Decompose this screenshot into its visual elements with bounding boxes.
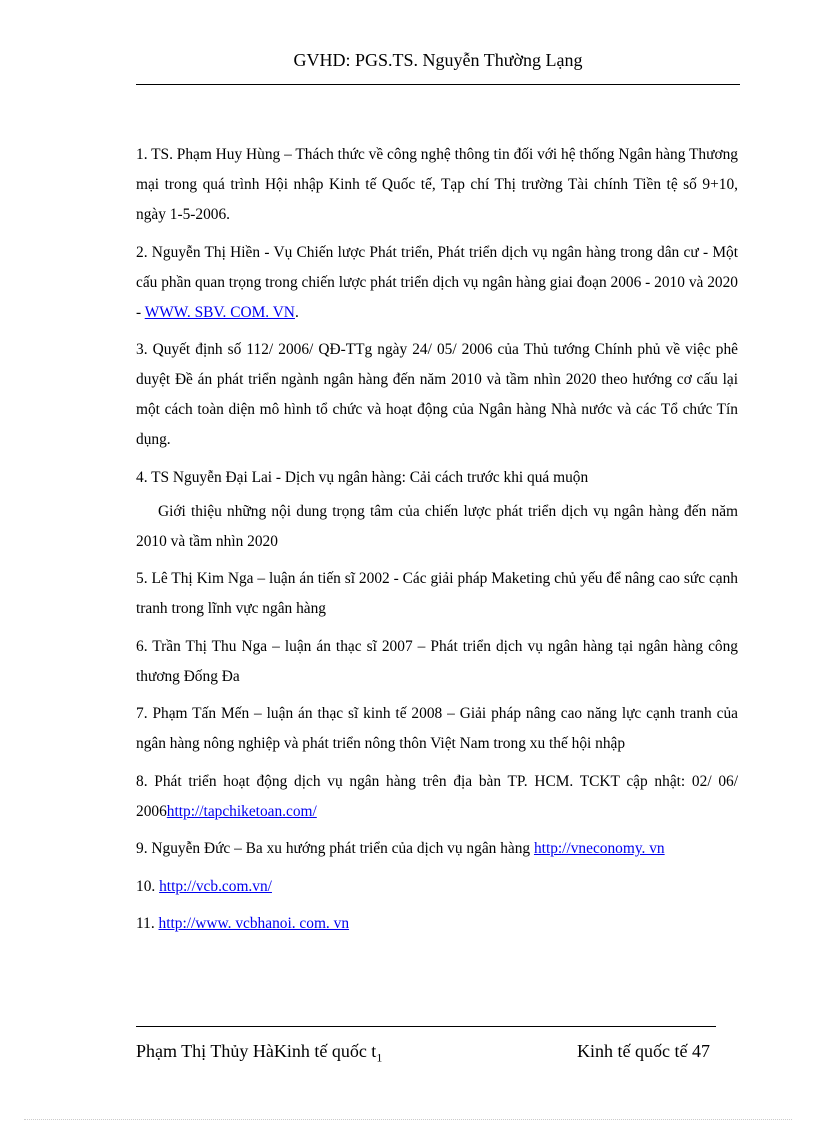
footer-author [136,1041,382,1066]
sbv-link[interactable]: WWW. SBV. COM. VN [144,303,295,321]
footer-subscript: 1 [376,1050,383,1065]
reference-text: 7. Phạm Tấn Mến – luận án thạc sĩ kinh tế 2008 – Giải pháp nâng cao năng lực cạnh tranh của ngân hàng nông nghiệp và phát triển nông thôn Việt Nam trong xu thế hội nhập [136,705,738,752]
reference-11 [136,909,738,939]
reference-text: 6. Trần Thị Thu Nga – luận án thạc sĩ 2007 – Phát triển dịch vụ ngân hàng tại ngân hàng công thương Đống Đa [136,637,738,685]
vneconomy-link[interactable]: http://vneconomy. vn [533,840,665,857]
reference-5 [136,564,738,624]
vcbhanoi-link[interactable]: http://www. vcbhanoi. com. vn [158,915,350,932]
reference-text: 4. TS Nguyễn Đại Lai - Dịch vụ ngân hàng: Cải cách trước khi quá muộn [136,468,589,486]
reference-9 [136,834,738,864]
page-edge-line [24,1119,792,1120]
reference-4 [136,463,738,493]
reference-text: 2. Nguyễn Thị Hiền - Vụ Chiến lược Phát triển, Phát triển dịch vụ ngân hàng trong dân cư - Một cấu phần quan trọng trong chiến lược phát triển dịch vụ ngân hàng giai đoạn 2006 - 2010 và 2020 - [136,243,738,321]
reference-text: 5. Lê Thị Kim Nga – luận án tiến sĩ 2002 - Các giải pháp Maketing chủ yếu để nâng cao sức cạnh tranh trong lĩnh vực ngân hàng [136,570,738,617]
reference-4-note [136,497,738,557]
reference-number: 11. [136,915,159,932]
header-divider [136,84,740,85]
reference-text: 1. TS. Phạm Huy Hùng – Thách thức về công nghệ thông tin đối với hệ thống Ngân hàng Thương mại trong quá trình Hội nhập Kinh tế Quốc tế, Tạp chí Thị trường Tài chính Tiền tệ số 9+10, ngày 1-5-2006. [136,146,738,223]
page-header: GVHD: PGS.TS. Nguyễn Thường Lạng [293,50,583,70]
reference-list [136,140,738,947]
reference-suffix: . [294,303,299,321]
reference-number: 10. [136,877,160,895]
reference-1 [136,140,738,230]
reference-2 [136,238,738,328]
reference-text: 9. Nguyễn Đức – Ba xu hướng phát triển của dịch vụ ngân hàng [136,840,534,857]
reference-text: Giới thiệu những nội dung trọng tâm của chiến lược phát triển dịch vụ ngân hàng đến năm 2010 và tầm nhìn 2020 [136,502,738,550]
reference-3 [136,335,738,455]
footer-page-label: Kinh tế quốc tế 47 [577,1041,710,1061]
vcb-link[interactable]: http://vcb.com.vn/ [159,877,272,895]
reference-7 [136,699,738,759]
reference-8 [136,767,738,827]
reference-text: 8. Phát triển hoạt động dịch vụ ngân hàng trên địa bàn TP. HCM. TCKT cập nhật: 02/ 06/ 2006 [136,772,738,820]
reference-10 [136,872,738,902]
tapchiketoan-link[interactable]: http://tapchiketoan.com/ [166,802,317,820]
footer-divider [136,1026,716,1027]
reference-text: 3. Quyết định số 112/ 2006/ QĐ-TTg ngày 24/ 05/ 2006 của Thủ tướng Chính phủ về việc phê duyệt Đề án phát triển ngành ngân hàng đến năm 2010 và tầm nhìn 2020 theo hướng cơ cấu lại một cách toàn diện mô hình tổ chức và hoạt động của Ngân hàng Nhà nước và các Tổ chức Tín dụng. [136,341,738,448]
reference-6 [136,632,738,692]
footer-author-text: Phạm Thị Thủy HàKinh tế quốc t [136,1041,377,1061]
